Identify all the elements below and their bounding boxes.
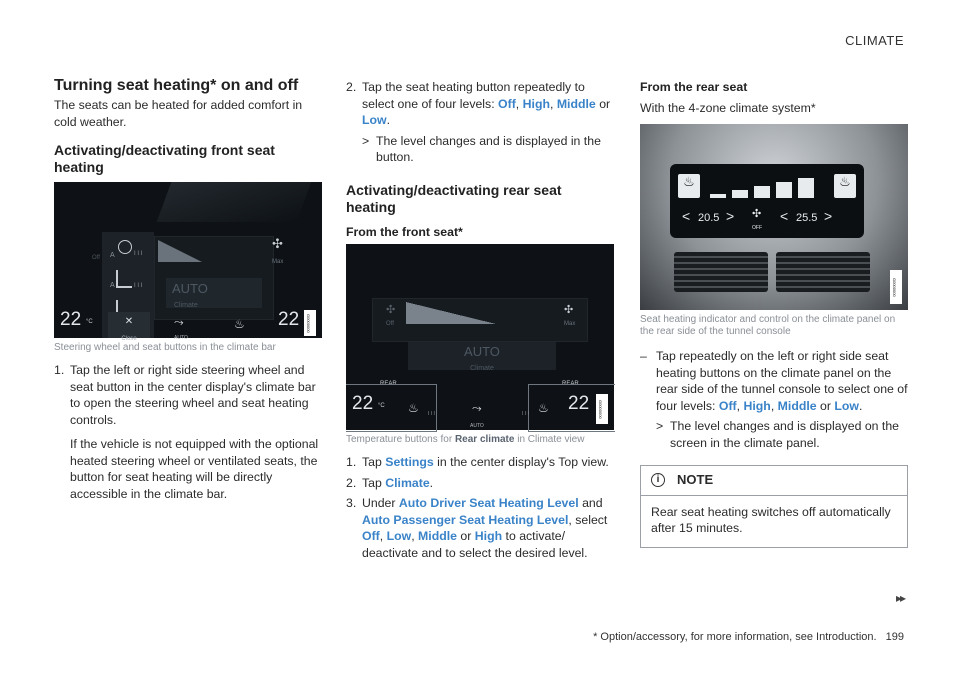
auto-bottom-label: AUTO — [470, 423, 484, 429]
step-2: 2. Tap Climate. — [346, 475, 434, 490]
level-indicator-2: I I I — [134, 283, 143, 289]
temperature-right[interactable]: 22 — [278, 309, 300, 330]
step-number: 2. — [346, 80, 357, 94]
step-2 — [346, 79, 614, 129]
close-icon: ✕ — [124, 316, 134, 327]
figure-code: G0000000 — [596, 394, 608, 424]
seat-heat-right-button[interactable]: ♨ — [834, 174, 856, 198]
fan-icon[interactable]: ✣ — [272, 236, 283, 251]
rear-label-right: REAR — [562, 381, 579, 387]
air-vent-left — [674, 252, 768, 292]
temperature-unit: °C — [86, 319, 93, 325]
auto-button[interactable] — [166, 278, 262, 308]
seat-heat-left-button[interactable]: ♨ — [678, 174, 700, 198]
close-button[interactable] — [108, 312, 150, 342]
fan-off-label: OFF — [752, 225, 762, 231]
auto-label: AUTO — [464, 344, 500, 359]
fan-off-icon[interactable]: ✣ — [386, 304, 396, 316]
steps-list — [346, 454, 614, 561]
level-middle: Middle — [556, 96, 596, 111]
climate-label: Climate — [174, 301, 198, 309]
step-1 — [54, 362, 322, 428]
temp-right-down-chevron[interactable]: < — [780, 208, 789, 224]
result-marker: > — [656, 419, 664, 433]
figure-caption: Temperature buttons for Rear climate in Climate view — [346, 434, 585, 445]
subheading-front-seat: Activating/deactivating front seat heating — [54, 142, 275, 175]
page-header-title: CLIMATE — [845, 33, 904, 48]
step-text: Tap the left or right side steering wheel and seat button in the center display's climate bar to open the steering wheel and seat heating controls. — [70, 363, 316, 427]
off-label: Off — [386, 321, 394, 327]
temperature-left[interactable]: 22 — [60, 309, 82, 330]
step-text: Tap the seat heating button repeatedly to select one of four levels: Off, High, Middle or Low. — [362, 80, 611, 127]
auto-bottom-label: AUTO — [174, 335, 188, 341]
airflow-icon[interactable]: ⤳ — [472, 401, 482, 415]
level-high: High — [522, 96, 550, 111]
level-off: Off — [718, 398, 737, 413]
temp-right-up-chevron[interactable]: > — [824, 208, 833, 224]
fan-level-bar — [158, 240, 202, 262]
four-zone-text: With the 4-zone climate system* — [640, 100, 816, 115]
level-middle: Middle — [777, 398, 817, 413]
temp-left-down-chevron[interactable]: < — [682, 208, 691, 224]
seat-heat-right-icon[interactable]: ♨ — [538, 401, 549, 415]
rear-step — [640, 348, 908, 414]
max-label: Max — [272, 259, 284, 265]
figure-caption: Seat heating indicator and control on the climate panel on the rear side of the tunnel console — [640, 314, 896, 337]
result-marker: > — [362, 133, 370, 148]
airflow-icon[interactable]: ⤳ — [174, 315, 184, 329]
heated-seat-icon[interactable] — [116, 270, 132, 288]
rear-label-left: REAR — [380, 381, 397, 387]
temperature-right[interactable]: 22 — [568, 393, 590, 414]
note-header — [641, 466, 907, 496]
seat-heat-right-icon[interactable]: ♨ — [234, 317, 245, 331]
next-page-icon[interactable]: ▸▸ — [895, 591, 904, 605]
step-3: 3. Under Auto Driver Seat Heating Level and Auto Passenger Seat Heating Level, select Off, Low, Middle or High to activate/ deactivate and to select the desired level. — [346, 496, 608, 560]
climate-panel-screen — [670, 164, 864, 238]
rear-step-result — [656, 418, 908, 451]
page-footer — [593, 631, 904, 643]
figure-code: G0000000 — [890, 270, 902, 304]
dash-marker: – — [640, 349, 647, 363]
page-number: 199 — [885, 631, 904, 643]
column-1 — [54, 76, 322, 502]
section-heading: Turning seat heating* on and off — [54, 77, 299, 94]
step-number: 1. — [54, 363, 65, 377]
heated-steering-wheel-icon[interactable] — [118, 240, 132, 254]
result-text: The level changes and is displayed in the button. — [376, 133, 601, 164]
air-vent-right — [776, 252, 870, 292]
seat-heat-level-bars — [710, 178, 828, 198]
note-title: NOTE — [677, 472, 714, 487]
max-label: Max — [564, 321, 576, 327]
caption-rear-climate: Rear climate — [454, 434, 515, 445]
level-low: Low — [362, 113, 387, 127]
steps-list — [54, 362, 322, 428]
step-text: Tap repeatedly on the left or right side seat heating buttons on the climate panel on the rear side of the tunnel console to select one of four levels: Off, High, Middle or Low. — [656, 349, 908, 413]
seat-heat-left-icon[interactable]: ♨ — [408, 401, 419, 415]
auto-button[interactable] — [408, 342, 556, 370]
footer-text: * Option/accessory, for more information, see Introduction. — [593, 631, 877, 643]
figure-background-swoosh — [157, 182, 312, 222]
temperature-unit: °C — [378, 403, 385, 409]
a-label-1: A — [110, 252, 115, 259]
climate-label: Climate — [470, 364, 494, 372]
step-1: 1. Tap Settings in the center display's Top view. — [346, 455, 609, 469]
intro-text: The seats can be heated for added comfort in cold weather. — [54, 98, 303, 129]
info-icon: i — [651, 473, 665, 487]
equipment-note-paragraph: If the vehicle is not equipped with the optional heated steering wheel or ventilated seats, the button for seat heating will be directly accessible in the climate bar. — [70, 437, 319, 501]
climate-term: Climate — [385, 475, 430, 490]
temp-left-up-chevron[interactable]: > — [726, 208, 735, 224]
note-box — [640, 465, 908, 548]
level-low: Low — [834, 398, 859, 413]
level-indicator-right: I I I — [522, 411, 529, 417]
from-rear-seat-heading: From the rear seat — [640, 80, 748, 94]
note-text: Rear seat heating switches off automatically after 15 minutes. — [651, 504, 891, 535]
result-text: The level changes and is displayed on the screen in the climate panel. — [670, 419, 900, 450]
figure-caption: Steering wheel and seat buttons in the climate bar — [54, 342, 276, 353]
passenger-seat-term: Auto Passenger Seat Heating Level — [362, 512, 569, 527]
settings-term: Settings — [385, 455, 434, 469]
level-indicator-1: I I I — [134, 251, 143, 257]
temperature-right: 25.5 — [796, 212, 818, 224]
column-3 — [640, 76, 908, 548]
level-off: Off — [498, 96, 516, 111]
fan-icon[interactable]: ✣ — [564, 304, 574, 316]
level-high: High — [743, 398, 771, 413]
column-2 — [346, 79, 614, 565]
fan-level-bar — [406, 302, 496, 324]
figure-code: G0000000 — [304, 310, 316, 336]
temperature-left[interactable]: 22 — [352, 393, 374, 414]
rear-climate-figure — [346, 244, 614, 430]
a-label-2: A — [110, 282, 115, 289]
level-indicator-left: I I I — [428, 411, 435, 417]
step-2-result — [362, 133, 614, 166]
fan-icon[interactable]: ✣ — [752, 208, 762, 220]
from-front-seat-heading: From the front seat* — [346, 224, 463, 239]
close-label: Close — [121, 335, 137, 342]
subheading-rear-seat: Activating/deactivating rear seat heating — [346, 181, 562, 215]
driver-seat-term: Auto Driver Seat Heating Level — [398, 496, 579, 510]
front-climate-bar-figure — [54, 182, 322, 342]
off-label: Off — [92, 255, 100, 261]
auto-label: AUTO — [172, 281, 208, 296]
rear-tunnel-console-figure — [640, 124, 908, 310]
temperature-left: 20.5 — [698, 212, 720, 224]
